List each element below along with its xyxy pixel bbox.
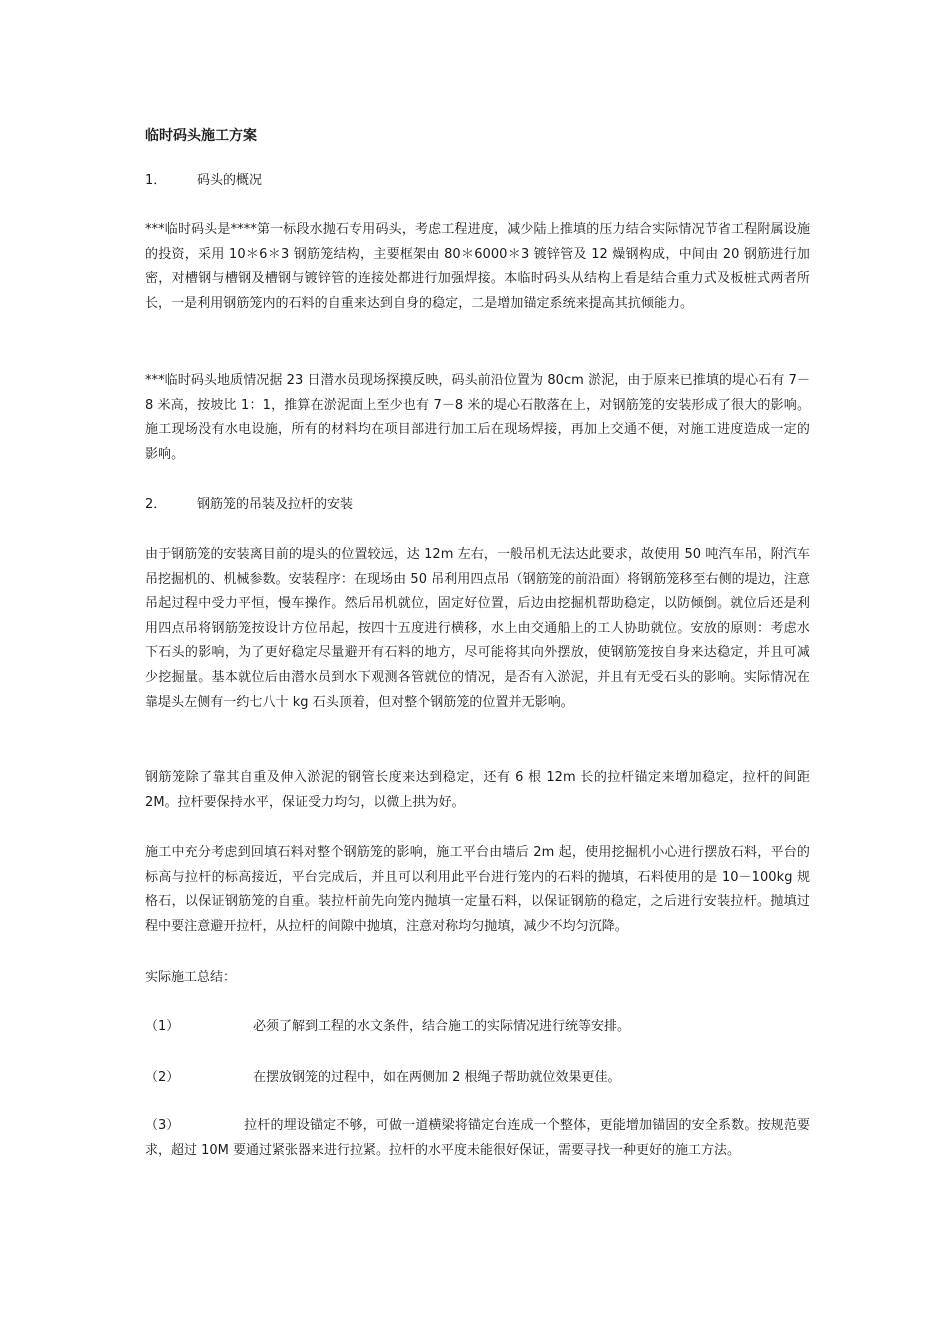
summary-item-2-text: 在摆放钢笼的过程中，如在两侧加 2 根绳子帮助就位效果更佳。	[253, 1070, 621, 1085]
section-2-number: 2．	[145, 497, 167, 512]
document-title: 临时码头施工方案	[145, 128, 257, 144]
section-1-heading	[145, 171, 262, 191]
paragraph-tie-rods: 钢筋笼除了靠其自重及伸入淤泥的钢管长度来达到稳定，还有 6 根 12m 长的拉杆锚定来增加稳定，拉杆的间距 2M。拉杆要保持水平，保证受力均匀，以微上拱为好。	[145, 770, 810, 810]
section-2-heading	[145, 495, 353, 515]
section-2-title: 钢筋笼的吊装及拉杆的安装	[197, 497, 354, 512]
summary-item-3	[145, 1114, 810, 1163]
paragraph-hoisting: 由于钢筋笼的安装离目前的堤头的位置较远，达 12m 左右，一般吊机无法达此要求，故使用 50 吨汽车吊，附汽车吊挖掘机的、机械参数。安装程序：在现场由 50 吊利用四点吊（钢筋笼的前沿面）将钢筋笼移至右侧的堤边，注意吊起过程中受力平恒，慢车操作。然后吊机就位，固定好位置，后边由挖掘机帮助稳定，以防倾倒。就位后还是利用四点吊将钢筋笼按设计方位吊起，按四十五度进行横移，水上由交通船上的工人协助就位。安放的原则：考虑水下石头的影响，为了更好稳定尽量避开有石料的地方，尽可能将其向外摆放，使钢筋笼按自身来达稳定，并且可减少挖掘量。基本就位后由潜水员到水下观测各管就位的情况，是否有入淤泥，并且有无受石头的影响。实际情况在靠堤头左侧有一约七八十 kg 石头顶着，但对整个钢筋笼的位置并无影响。	[145, 547, 810, 710]
summary-item-1	[145, 1015, 810, 1040]
summary-item-3-number: （3）	[145, 1118, 180, 1133]
paragraph-overview: ***临时码头是****第一标段水抛石专用码头，考虑工程进度，减少陆上推填的压力结合实际情况节省工程附属设施的投资，采用 10＊6＊3 钢筋笼结构，主要框架由 80＊6000＊3 镀锌管及 12 燥钢构成，中间由 20 钢筋进行加密，对槽钢与槽钢及槽钢与镀锌管的连接处都进行加强焊接。本临时码头从结构上看是结合重力式及板桩式两者所长，一是利用钢筋笼内的石料的自重来达到自身的稳定，二是增加锚定系统来提高其抗倾能力。	[145, 222, 810, 311]
summary-item-2-number: （2）	[145, 1070, 180, 1085]
summary-item-1-text: 必须了解到工程的水文条件，结合施工的实际情况进行统等安排。	[253, 1019, 631, 1034]
paragraph-geology: ***临时码头地质情况据 23 日潜水员现场探摸反映，码头前沿位置为 80cm 淤泥，由于原来已推填的堤心石有 7－8 米高，按坡比 1：1，推算在淤泥面上至少也有 7－8 米的堤心石散落在上，对钢筋笼的安装形成了很大的影响。施工现场没有水电设施，所有的材料均在项目部进行加工后在现场焊接，再加上交通不便，对施工进度造成一定的影响。	[145, 373, 810, 462]
summary-heading: 实际施工总结：	[145, 970, 237, 985]
section-1-title: 码头的概况	[197, 173, 263, 188]
summary-item-3-text: 拉杆的埋设锚定不够，可做一道横梁将锚定台连成一个整体，更能增加锚固的安全系数。按规范要求，超过 10M 要通过紧张器来进行拉紧。拉杆的水平度未能很好保证，需要寻找一种更好的施工方法。	[145, 1118, 810, 1158]
section-1-number: 1．	[145, 173, 167, 188]
summary-item-1-number: （1）	[145, 1019, 180, 1034]
paragraph-backfill: 施工中充分考虑到回填石料对整个钢筋笼的影响，施工平台由墙后 2m 起，使用挖掘机小心进行摆放石料，平台的标高与拉杆的标高接近，平台完成后，并且可以利用此平台进行笼内的石料的抛填，石料使用的是 10－100kg 规格石，以保证钢筋笼的自重。装拉杆前先向笼内抛填一定量石料，以保证钢筋的稳定，之后进行安装拉杆。抛填过程中要注意避开拉杆，从拉杆的间隙中抛填，注意对称均匀抛填，减少不均匀沉降。	[145, 845, 810, 934]
summary-item-2	[145, 1066, 810, 1091]
